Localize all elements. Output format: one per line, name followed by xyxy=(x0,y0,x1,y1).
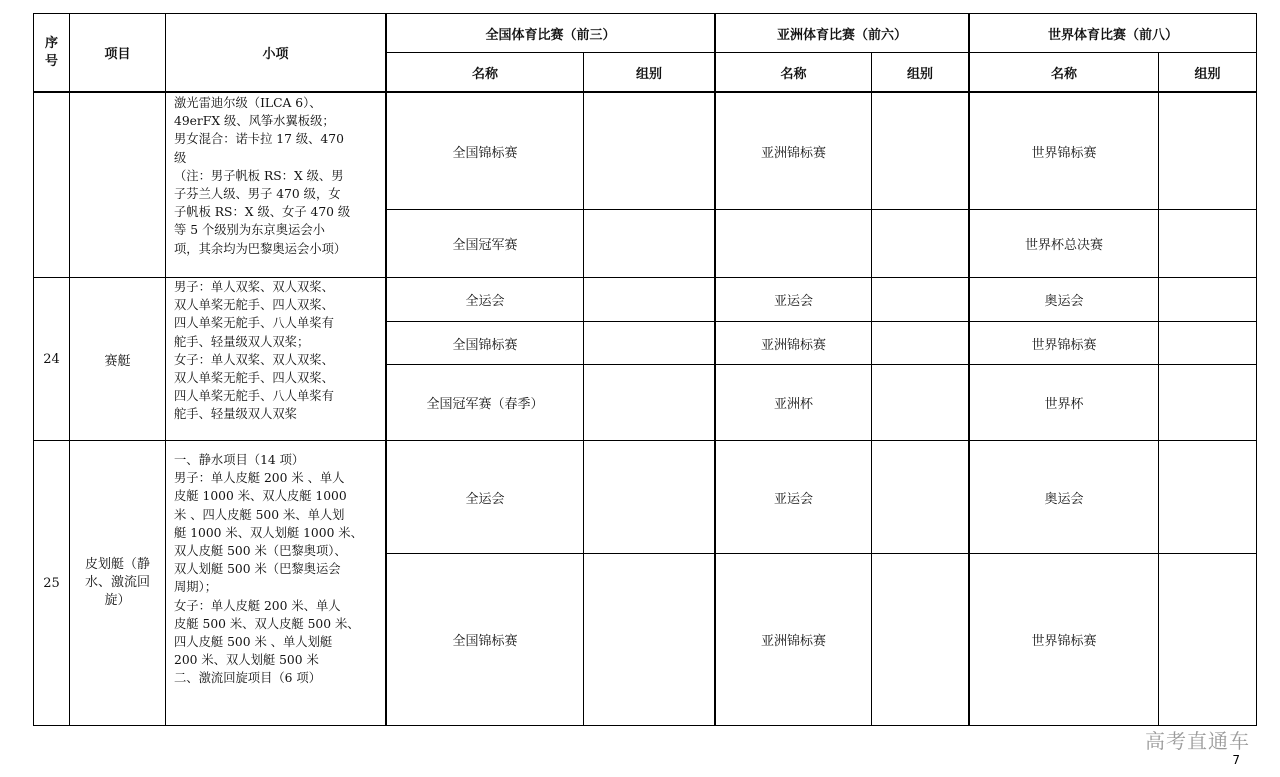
header-asian: 亚洲体育比赛（前六） xyxy=(776,27,907,43)
table-border-right xyxy=(1256,13,1257,726)
canoe-detail: 一、静水项目（14 项） 男子：单人皮艇 200 米 、单人 皮艇 1000 米、双人皮艇 1000 米 、四人皮艇 500 米、单人划 艇 1000 米、双人划艇 1000 米、 双人皮艇 500 米（巴黎奥项）、 双人划艇 500 米（巴黎奥运会 周期）； 女子：单人皮艇 200 米、单人 皮艇 500 米、双人皮艇 500 米、 四人皮艇 500 米 、单人划艇 200 米、双人划艇 500 米 二、激流回旋项目（6 项） xyxy=(174,453,363,686)
header-world: 世界体育比赛（前八） xyxy=(1047,27,1178,43)
rowing-world-1: 奥运会 xyxy=(1044,294,1084,309)
sailing-detail: 激光雷迪尔级（ILCA 6）、 49erFX 级、风筝水翼板级； 男女混合：诺卡拉 17 级、470 级 （注：男子帆板 RS：X 级、男 子芬兰人级、男子 470 级，女 子帆板 RS：X 级、女子 470 级 等 5 个级别为东京奥运会小 项，其余均为巴黎奥运会小项） xyxy=(174,96,351,256)
rowing-world-2: 世界锦标赛 xyxy=(1031,337,1097,353)
header-world-name: 名称 xyxy=(1050,66,1077,82)
col-divider xyxy=(1158,52,1159,726)
sailing-asian-1: 亚洲锦标赛 xyxy=(760,145,826,161)
header-asian-name: 名称 xyxy=(780,66,807,82)
canoe-asian-2: 亚洲锦标赛 xyxy=(760,634,826,649)
col-divider xyxy=(583,52,584,726)
header-asian-group: 组别 xyxy=(906,66,933,82)
canoe-world-1: 奥运会 xyxy=(1044,491,1084,507)
rowing-project: 赛艇 xyxy=(104,353,131,369)
header-subitem: 小项 xyxy=(262,47,289,62)
watermark: 高考直通车 xyxy=(1145,729,1250,753)
canoe-national-1: 全运会 xyxy=(465,491,505,507)
page-number: 7 xyxy=(1232,753,1240,767)
rowing-national-3: 全国冠军赛（春季） xyxy=(426,397,544,412)
rowing-asian-3: 亚洲杯 xyxy=(773,397,813,412)
rowing-asian-1: 亚运会 xyxy=(773,294,813,309)
col-divider xyxy=(165,13,166,726)
sailing-national-1: 全国锦标赛 xyxy=(452,145,518,161)
rowing-world-3: 世界杯 xyxy=(1044,397,1084,412)
rowing-seq: 24 xyxy=(43,351,60,367)
header-project: 项目 xyxy=(104,47,131,62)
canoe-seq: 25 xyxy=(43,575,60,591)
canoe-world-2: 世界锦标赛 xyxy=(1031,634,1097,649)
rowing-asian-2: 亚洲锦标赛 xyxy=(760,337,826,353)
canoe-asian-1: 亚运会 xyxy=(773,491,813,507)
header-seq: 序 号 xyxy=(44,35,58,69)
rowing-national-1: 全运会 xyxy=(465,294,505,309)
header-world-group: 组别 xyxy=(1194,66,1221,82)
header-national-group: 组别 xyxy=(635,66,662,82)
sailing-national-2: 全国冠军赛 xyxy=(452,238,518,253)
header-national-name: 名称 xyxy=(471,66,498,82)
table-border-bottom xyxy=(33,725,1257,726)
canoe-project: 皮划艇（静 水、激流回 旋） xyxy=(84,557,150,608)
rowing-national-2: 全国锦标赛 xyxy=(452,337,518,353)
rowing-detail: 男子：单人双桨、双人双桨、 双人单桨无舵手、四人双桨、 四人单桨无舵手、八人单桨有 舵手、轻量级双人双桨； 女子：单人双桨、双人双桨、 双人单桨无舵手、四人双桨、 四人单桨无舵手、八人单桨有 舵手、轻量级双人双桨 xyxy=(174,280,334,422)
sailing-world-1: 世界锦标赛 xyxy=(1031,145,1097,161)
header-national: 全国体育比赛（前三） xyxy=(485,27,616,43)
canoe-national-2: 全国锦标赛 xyxy=(452,634,518,649)
sailing-asian-2 xyxy=(716,210,871,277)
col-divider xyxy=(871,52,872,726)
sailing-world-2: 世界杯总决赛 xyxy=(1024,238,1103,253)
